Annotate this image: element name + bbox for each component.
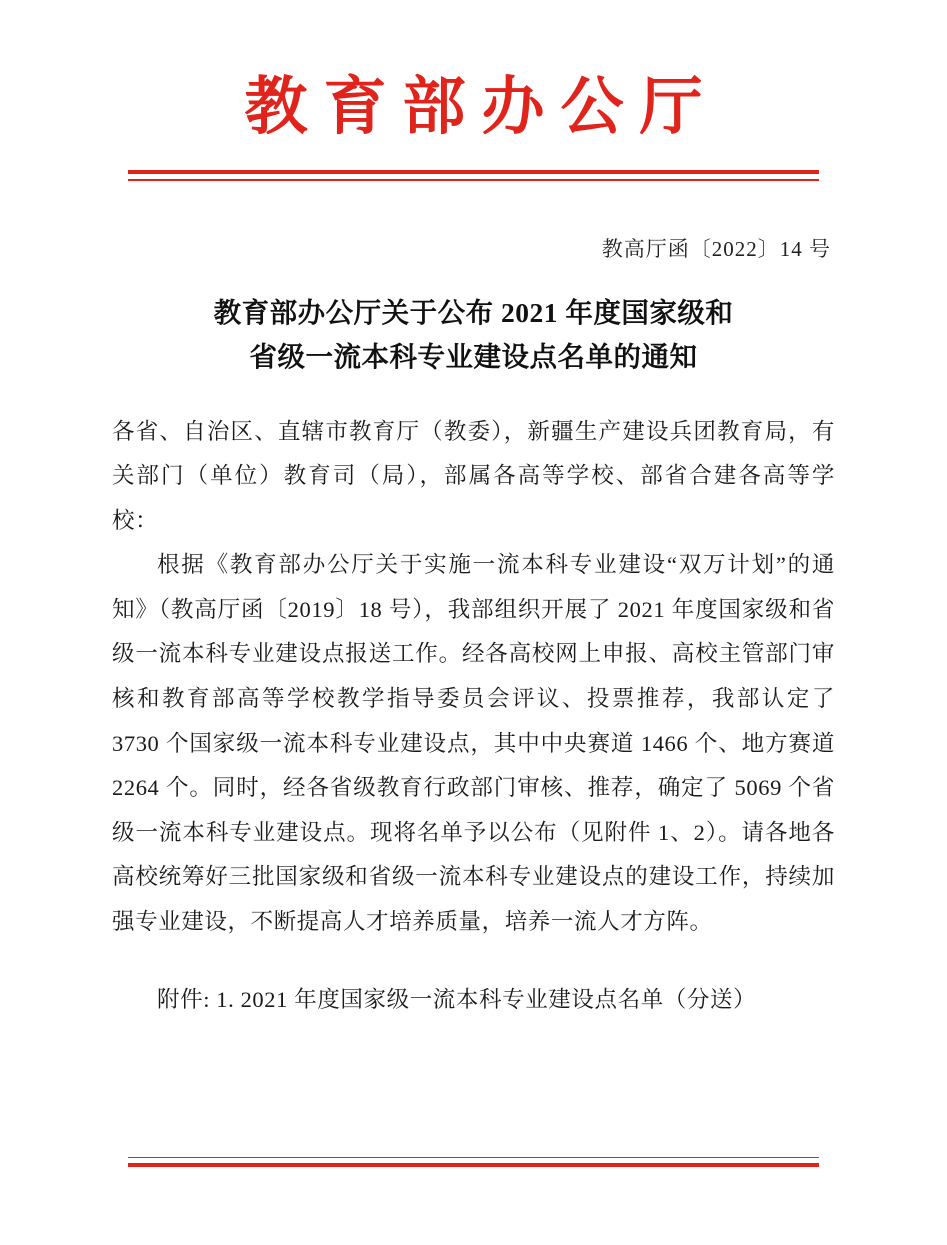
body-paragraph-1: 根据《教育部办公厅关于实施一流本科专业建设“双万计划”的通知》（教高厅函〔2019〕18 号），我部组织开展了 2021 年度国家级和省级一流本科专业建设点报送工作。经各高校网上申报、高校主管部门审核和教育部高等学校教学指导委员会评议、投票推荐，我部认定了 3730 个国家级一流本科专业建设点，其中中央赛道 1466 个、地方赛道 2264 个。同时，经各省级教育行政部门审核、推荐，确定了 5069 个省级一流本科专业建设点。现将名单予以公布（见附件 1、2）。请各地各高校统筹好三批国家级和省级一流本科专业建设点的建设工作，持续加强专业建设，不断提高人才培养质量，培养一流人才方阵。: [112, 552, 835, 934]
letterhead-rule-thin: [128, 179, 819, 181]
document-title-line-2: 省级一流本科专业建设点名单的通知: [249, 341, 698, 373]
letterhead-rules: [112, 170, 835, 181]
document-title-line-1: 教育部办公厅关于公布 2021 年度国家级和: [213, 296, 734, 328]
letterhead: [112, 0, 835, 181]
attachment-line: 附件: 1. 2021 年度国家级一流本科专业建设点名单（分送）: [157, 987, 757, 1013]
document-body: [112, 410, 835, 945]
footer-rule-thick: [128, 1163, 819, 1167]
document-number: 教高厅函〔2022〕14 号: [601, 236, 831, 261]
footer-rule-thin: [128, 1157, 819, 1159]
letterhead-title: 教育部办公厅: [244, 72, 719, 142]
footer-rules: [112, 1157, 835, 1168]
document-title: [112, 291, 835, 380]
recipients-paragraph: 各省、自治区、直辖市教育厅（教委），新疆生产建设兵团教育局，有关部门（单位）教育司（局），部属各高等学校、部省合建各高等学校：: [112, 418, 835, 533]
letterhead-rule-thick: [128, 170, 819, 174]
